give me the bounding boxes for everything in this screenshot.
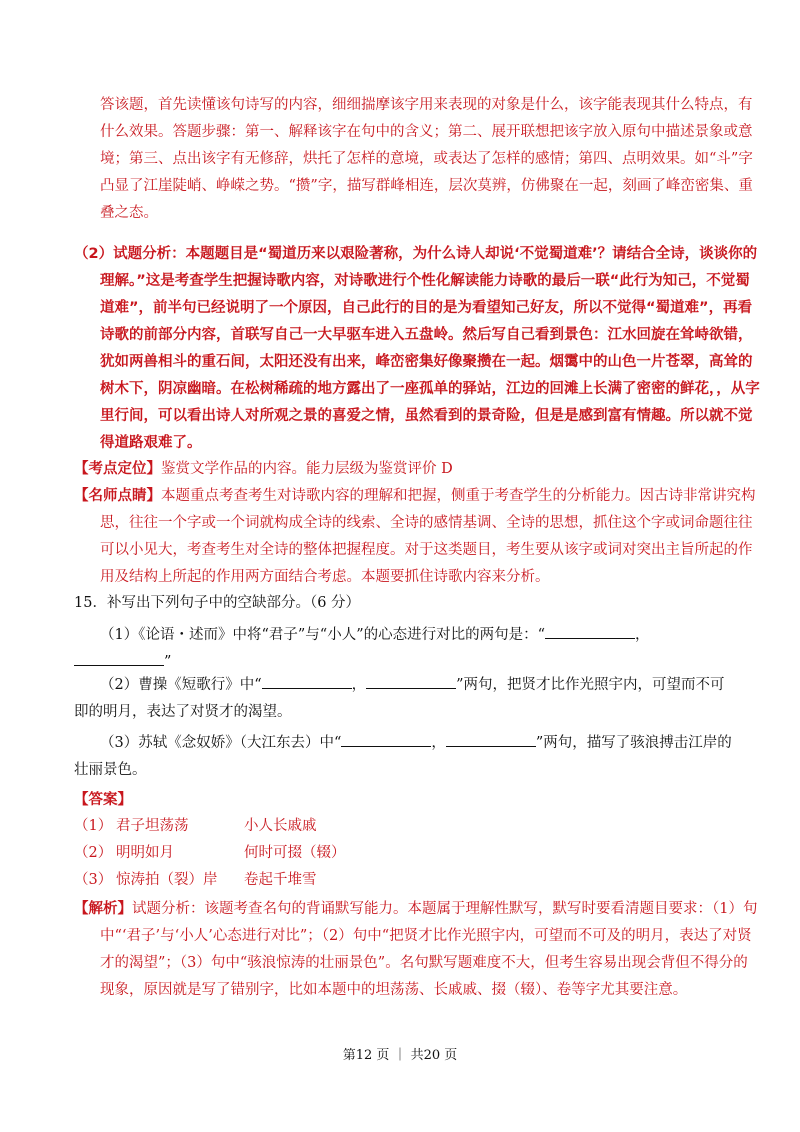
answer-3-num: （3） (74, 872, 113, 888)
q15-3-blank-1 (341, 730, 431, 747)
answer-1-b: 小人长戚戚 (244, 818, 317, 834)
jiexi-tag: 【解析】 (74, 900, 132, 917)
q15-2-blank-2 (366, 672, 456, 689)
analysis-paragraph-1: 答该题，首先读懂该句诗写的内容，细细揣摩该字用来表现的对象是什么，该字能表现其什么特点，有什么效果。答题步骤：第一、解释该字在句中的含义；第二、展开联想把该字放入原句中描述景象或意境；第三、点出该字有无修辞，烘托了怎样的意境，或表达了怎样的感情；第四、点明效果。如“斗”字凸显了江崖陡峭、峥嵘之势。“攒”字，描写群峰相连，层次莫辨，仿佛聚在一起，刻画了峰峦密集、重叠之态。 (100, 97, 753, 221)
q15-2-blank-1 (262, 672, 352, 689)
q15-2-text-a: （2）曹操《短歌行》中“ (100, 677, 262, 693)
answer-2-a: 明明如月 (116, 845, 174, 861)
answer-row-2 (74, 840, 346, 867)
q15-3-text-a: （3）苏轼《念奴娇》（大江东去）中“ (100, 735, 342, 751)
answer-1-num: （1） (74, 818, 113, 834)
kaodian-paragraph (74, 455, 760, 483)
answer-2-b: 何时可掇（辍） (244, 845, 346, 861)
kaodian-text: 鉴赏文学作品的内容。能力层级为鉴赏评价 D (161, 461, 453, 477)
answer-tag: 【答案】 (74, 791, 132, 808)
q15-3-text-c: ”两句，描写了骇浪搏击江岸的壮丽景色。 (74, 735, 732, 778)
q15-1-blank-1 (545, 622, 635, 639)
question-15-part-3 (74, 730, 734, 784)
answer-row-1 (74, 813, 317, 840)
answer-1-a: 君子坦荡荡 (116, 818, 189, 834)
q15-3-blank-2 (446, 730, 536, 747)
q15-1-text-c: ” (164, 654, 172, 670)
jiexi-paragraph (74, 895, 760, 1004)
analysis-paragraph-2: （2）试题分析：本题题目是“蜀道历来以艰险著称，为什么诗人却说‘不觉蜀道难’？请结合全诗，谈谈你的理解。”这是考查学生把握诗歌内容，对诗歌进行个性化解读能力诗歌的最后一联“此行为知己，不觉蜀道难”，前半句已经说明了一个原因，自己此行的目的是为看望知己好友，所以不觉得“蜀道难”，再看诗歌的前部分内容，首联写自己一大早驱车进入五盘岭。然后写自己看到景色：江水回旋在耸峙欲错，犹如两兽相斗的重石间，太阳还没有出来，峰峦密集好像聚攒在一起。烟霭中的山色一片苍翠，高耸的树木下，阴凉幽暗。在松树稀疏的地方露出了一座孤单的驿站，江边的回滩上长满了密密的鲜花，，从字里行间，可以看出诗人对所观之景的喜爱之情，虽然看到的景奇险，但是是感到富有情趣。所以就不觉得道路艰难了。 (74, 246, 760, 451)
answer-2-num: （2） (74, 845, 113, 861)
q15-1-text-b: ， (635, 627, 650, 643)
question-15-part-1 (74, 622, 734, 676)
mingshi-paragraph (74, 482, 760, 591)
mingshi-tag: 【名师点睛】 (74, 487, 161, 504)
answer-3-b: 卷起千堆雪 (244, 872, 317, 888)
q15-2-text-c: ”两句，把贤才比作光照宇内，可望而不可即的明月，表达了对贤才的渴望。 (74, 677, 725, 720)
q15-1-blank-2 (74, 649, 164, 666)
q15-1-text-a: （1）《论语・述而》中将“君子”与“小人”的心态进行对比的两句是：“ (100, 627, 546, 643)
kaodian-tag: 【考点定位】 (74, 460, 161, 477)
q15-3-text-b: ， (431, 735, 446, 751)
answer-3-a: 惊涛拍（裂）岸 (116, 872, 218, 888)
question-15-title: 15．补写出下列句子中的空缺部分。（6 分） (74, 595, 361, 611)
mingshi-text: 本题重点考查考生对诗歌内容的理解和把握，侧重于考查学生的分析能力。因古诗非常讲究构思，往往一个字或一个词就构成全诗的线索、全诗的感情基调、全诗的思想，抓住这个字或词命题往往可以小见大，考查考生对全诗的整体把握程度。对于这类题目，考生要从该字或词对突出主旨所起的作用及结构上所起的作用两方面结合考虑。本题要抓住诗歌内容来分析。 (100, 488, 756, 585)
jiexi-text: 试题分析：该题考查名句的背诵默写能力。本题属于理解性默写，默写时要看清题目要求：（1）句中“‘君子’与‘小人’心态进行对比”；（2）句中“把贤才比作光照宇内，可望而不可及的明月，表达了对贤才的渴望”；（3）句中“骇浪惊涛的壮丽景色”。名句默写题难度不大，但考生容易出现会背但不得分的现象，原因就是写了错别字，比如本题中的坦荡荡、长戚戚、掇（辍）、卷等字尤其要注意。 (100, 901, 758, 998)
q15-2-text-b: ， (351, 677, 367, 693)
page-footer: 第12 页 ｜ 共20 页 (342, 1048, 458, 1063)
question-15-part-2 (74, 672, 734, 726)
answer-row-3 (74, 867, 317, 894)
